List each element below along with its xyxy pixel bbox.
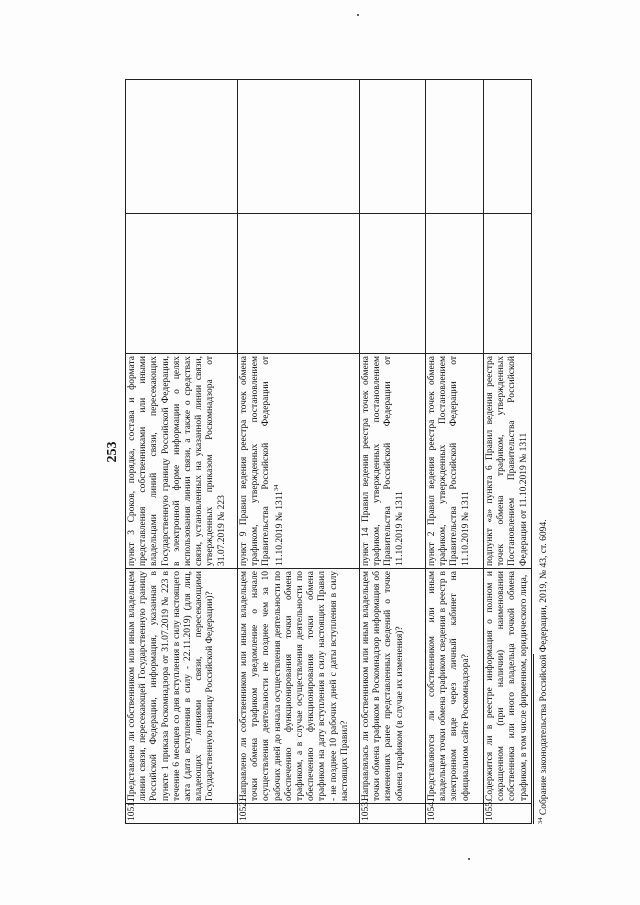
empty-cell (126, 80, 238, 214)
footnote-divider (533, 654, 534, 824)
reference-cell: пункт 2 Правил ведения реестра точек обмена трафиком, утвержденных Постановлением Правительства Российской Федерации от 11.10.2019 № 1311 (426, 354, 484, 569)
scan-speck (468, 858, 470, 860)
question-cell: Направлено ли собственником или иным владельцем точки обмена трафиком уведомление о начале осуществления деятельности не позднее чем за 10 рабочих дней до начала осуществления деятельности по обеспечению функционирования точки обмена трафиком, а в случае осуществления деятельности по обеспечению функционирования точки обмена трафиком на дату вступления в силу настоящих Правил - не позднее 10 рабочих дней с даты вступления в силу настоящих Правил? (238, 569, 360, 804)
empty-cell (426, 214, 484, 354)
table-row (484, 80, 532, 824)
row-number: 1053. (360, 804, 426, 824)
scan-speck (357, 14, 359, 16)
reference-cell: пункт 14 Правил ведения реестра точек обмена трафиком, утвержденных постановлением Правительства Российской Федерации от 11.10.2019 № 1311 (360, 354, 426, 569)
checklist-table (125, 79, 532, 824)
table-row (360, 80, 426, 824)
question-cell: Представляются ли собственником или иным владельцем точки обмена трафиком сведения в реестр в электронном виде через личный кабинет на официальном сайте Роскомнадзора? (426, 569, 484, 804)
page-number: 253 (105, 441, 120, 463)
table-row (238, 80, 360, 824)
empty-cell (126, 214, 238, 354)
question-cell: Представлена ли собственником или иным владельцем линии связи, пересекающей Государственную границу Российской Федерации, информация, указанная в пункте 1 приказа Роскомнадзора от 31.07.2019 № 223 в течение 6 месяцев со дня вступления в силу настоящего акта (дата вступления в силу - 22.11.2019) (для лиц, владеющих линиями связи, пересекающими Государственную границу Российской Федерации)? (126, 569, 238, 804)
question-cell: Содержится ли в реестре информация о полном и сокращенном (при наличии) наименовании собственника или иного владельца точкой обмена трафиком, в том числе фирменном, юридического лица, (484, 569, 532, 804)
footnote-mark: 34 (272, 484, 280, 492)
footnote-text: Собрание законодательства Российской Федерации, 2019, № 43, ст. 6094. (539, 519, 550, 818)
empty-cell (238, 80, 360, 214)
table-row (126, 80, 238, 824)
row-number: 1055. (484, 804, 532, 824)
reference-cell (238, 354, 360, 569)
empty-cell (426, 80, 484, 214)
row-number: 1054. (426, 804, 484, 824)
question-cell: Направлялась ли собственником или иным владельцем точки обмена трафиком в Роскомнадзор информация об изменениях ранее представленных сведений о точке обмена трафиком (в случае их изменения)? (360, 569, 426, 804)
footnote (537, 519, 549, 824)
empty-cell (484, 80, 532, 214)
rotated-page (105, 72, 565, 832)
row-number: 1051. (126, 804, 238, 824)
reference-cell: пункт 3 Сроков, порядка, состава и формата представления собственниками или иными владельцами линий связи, пересекающих Государственную границу Российской Федерации, в электронной форме информации о целях использования линии связи, а также о средствах связи, установленных на указанной линии связи, утвержденных приказом Роскомнадзора от 31.07.2019 № 223 (126, 354, 238, 569)
empty-cell (360, 214, 426, 354)
table-row (426, 80, 484, 824)
empty-cell (360, 80, 426, 214)
reference-text: пункт 9 Правил ведения реестра точек обмена трафиком, утвержденных постановлением Правительства Российской Федерации от 11.10.2019 № 1311 (239, 356, 285, 566)
footnote-number: 34 (537, 817, 544, 824)
reference-cell: подпункт «а» пункта 6 Правил ведения реестра точек обмена трафиком, утвержденных Постановлением Правительства Российской Федерации от 11.10.2019 № 1311 (484, 354, 532, 569)
empty-cell (484, 214, 532, 354)
empty-cell (238, 214, 360, 354)
row-number: 1052. (238, 804, 360, 824)
